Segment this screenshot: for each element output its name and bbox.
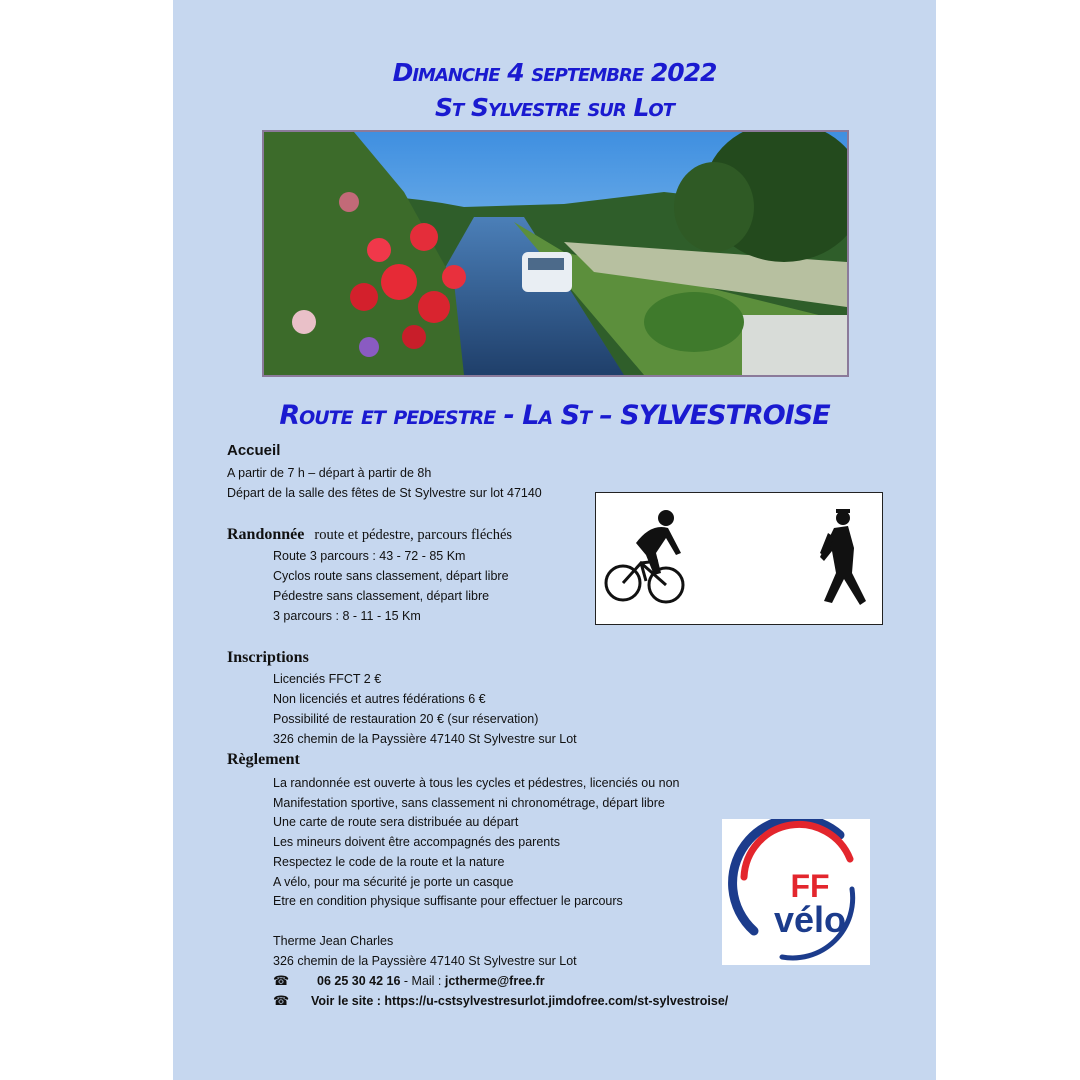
reglement-heading: Règlement <box>227 751 300 768</box>
flyer-page <box>173 0 936 1080</box>
phone-icon: ☎ <box>273 993 290 1008</box>
contact-name: Therme Jean Charles <box>273 934 394 948</box>
contact-address: 326 chemin de la Payssière 47140 St Sylvestre sur Lot <box>273 954 577 968</box>
reglement-line: Etre en condition physique suffisante pour effectuer le parcours <box>273 894 623 908</box>
phone-icon: ☎ <box>273 973 290 988</box>
cyclist-icon <box>606 510 683 602</box>
site-link[interactable]: https://u-cstsylvestresurlot.jimdofree.com/st-sylvestroise/ <box>384 994 729 1008</box>
randonnee-line: Route 3 parcours : 43 - 72 - 85 Km <box>273 549 466 563</box>
randonnee-line: Cyclos route sans classement, départ libre <box>273 569 509 583</box>
site-label: Voir le site : <box>311 994 385 1008</box>
contact-site-line <box>273 991 728 1011</box>
river-photo <box>262 130 849 377</box>
reglement-line: Une carte de route sera distribuée au départ <box>273 815 519 829</box>
accueil-line: A partir de 7 h – départ à partir de 8h <box>227 466 432 480</box>
mail-prefix: - Mail : <box>400 974 445 988</box>
reglement-line: La randonnée est ouverte à tous les cycles et pédestres, licenciés ou non <box>273 776 680 790</box>
reglement-line: Les mineurs doivent être accompagnés des parents <box>273 835 560 849</box>
randonnee-subtitle: route et pédestre, parcours fléchés <box>314 527 513 543</box>
inscriptions-heading: Inscriptions <box>227 649 309 666</box>
inscriptions-line: Possibilité de restauration 20 € (sur réservation) <box>273 712 539 726</box>
randonnee-title: Randonnée <box>227 526 305 543</box>
randonnee-line: 3 parcours : 8 - 11 - 15 Km <box>273 609 421 623</box>
inscriptions-line: Non licenciés et autres fédérations 6 € <box>273 692 486 706</box>
event-place: St Sylvestre sur Lot <box>434 93 674 122</box>
cyclist-hiker-illustration <box>595 492 883 625</box>
reglement-line: Respectez le code de la route et la nature <box>273 855 505 869</box>
event-date: Dimanche 4 septembre 2022 <box>392 58 717 87</box>
randonnee-heading <box>227 526 512 544</box>
ffvelo-logo <box>722 819 870 965</box>
contact-email-link[interactable]: jctherme@free.fr <box>444 974 545 988</box>
accueil-heading: Accueil <box>227 442 281 459</box>
inscriptions-line: Licenciés FFCT 2 € <box>273 672 382 686</box>
logo-velo-text: vélo <box>773 899 847 940</box>
hiker-icon <box>820 509 866 605</box>
logo-ff-text: FF <box>790 868 830 904</box>
event-title: Route et pedestre - La St – SYLVESTROISE <box>279 400 830 431</box>
inscriptions-line: 326 chemin de la Payssière 47140 St Sylvestre sur Lot <box>273 732 577 746</box>
contact-phone-line <box>273 971 545 991</box>
randonnee-line: Pédestre sans classement, départ libre <box>273 589 490 603</box>
contact-phone[interactable]: 06 25 30 42 16 <box>317 974 401 988</box>
reglement-line: A vélo, pour ma sécurité je porte un casque <box>273 875 514 889</box>
reglement-line: Manifestation sportive, sans classement ni chronométrage, départ libre <box>273 796 665 810</box>
accueil-line: Départ de la salle des fêtes de St Sylvestre sur lot 47140 <box>227 486 542 500</box>
